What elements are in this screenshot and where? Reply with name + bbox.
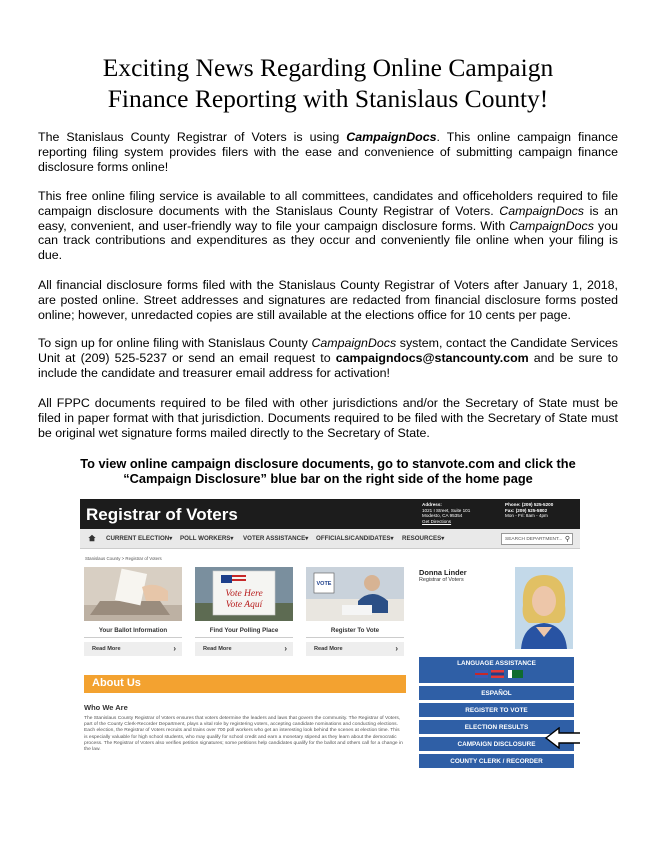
paragraph-intro <box>38 130 618 174</box>
register-image[interactable] <box>306 567 404 621</box>
paragraph-fppc: All FPPC documents required to be filed with other jurisdictions and/or the Secretary of State must be filed in paper format with that jurisdiction. Documents required to be filed with the Secretary of State must be original wet signature forms mailed directly to the Secretary of State. <box>38 396 618 440</box>
card-register-to-vote[interactable]: Register To Vote <box>306 624 404 638</box>
read-more-label: Read More <box>92 646 121 652</box>
campaigndocs-email-link[interactable]: campaigndocs@stancounty.com <box>335 350 529 365</box>
search-input[interactable] <box>501 533 573 545</box>
site-header <box>80 499 580 529</box>
portrait-photo <box>515 567 573 649</box>
address-line-2: Modesto, CA 95354 <box>422 513 463 519</box>
website-screenshot <box>80 499 580 785</box>
chevron-right-icon: › <box>395 644 398 653</box>
read-more-label: Read More <box>203 646 232 652</box>
cta-line-2: “Campaign Disclosure” blue bar on the right side of the home page <box>123 471 533 486</box>
nav-officials-candidates[interactable]: OFFICIALS/CANDIDATES▾ <box>316 535 394 542</box>
cta-instructions <box>38 456 618 486</box>
read-more-polling-place[interactable] <box>195 642 293 656</box>
polling-place-image[interactable] <box>195 567 293 621</box>
page-title <box>20 52 636 114</box>
campaign-disclosure-button[interactable]: CAMPAIGN DISCLOSURE <box>419 737 574 751</box>
language-assistance-label: LANGUAGE ASSISTANCE <box>457 660 536 667</box>
registrar-title: Registrar of Voters <box>419 577 464 583</box>
site-nav <box>80 529 580 549</box>
election-results-button[interactable]: ELECTION RESULTS <box>419 720 574 734</box>
county-clerk-recorder-button[interactable]: COUNTY CLERK / RECORDER <box>419 754 574 768</box>
address-block <box>422 502 470 524</box>
chevron-right-icon: › <box>173 644 176 653</box>
card-find-your-polling-place[interactable]: Find Your Polling Place <box>195 624 293 638</box>
get-directions-link[interactable]: Get Directions <box>422 518 452 524</box>
phone-text: Phone: (209) 525-5200 <box>505 502 554 507</box>
who-we-are-heading: Who We Are <box>84 703 128 712</box>
address-line-1: 1021 I Street, Suite 101 <box>422 507 471 513</box>
read-more-ballot[interactable] <box>84 642 182 656</box>
p2-brand-2: CampaignDocs <box>509 218 594 233</box>
nav-resources[interactable]: RESOURCES▾ <box>402 535 445 542</box>
hours-text: Mon - Fri: 8am - 4pm <box>505 513 548 519</box>
chevron-right-icon: › <box>284 644 287 653</box>
p1-text-a: The Stanislaus County Registrar of Voters is using <box>38 130 347 144</box>
sign-text-english: Vote Here <box>225 589 263 599</box>
p4-text-a: To sign up for online filing with Stanislaus County <box>38 336 312 350</box>
about-us-banner: About Us <box>84 675 406 693</box>
p4-text-c: system, contact the Candidate Services Unit at (209) 525-5237 or send an email request to <box>38 336 618 365</box>
ballot-image[interactable] <box>84 567 182 621</box>
voter-registration-picture <box>306 567 404 621</box>
espanol-button[interactable]: ESPAÑOL <box>419 686 574 700</box>
p2-text-c: is an easy, convenient, and user-friendly way to file your campaign disclosure forms. With <box>38 203 618 233</box>
read-more-label: Read More <box>314 646 343 652</box>
p2-text-a: This free online filing service is available to all committees, candidates and officeholders required to file campaign disclosure documents with the Stanislaus County Registrar of Voters. <box>38 189 618 218</box>
vote-here-sign-picture <box>195 567 293 621</box>
sign-text-spanish: Vote Aquí <box>225 600 263 610</box>
nav-current-election[interactable]: CURRENT ELECTION▾ <box>106 535 173 542</box>
contact-block <box>505 502 553 519</box>
language-flags-icon <box>475 670 523 678</box>
site-header-title: Registrar of Voters <box>86 505 238 524</box>
registrar-name: Donna Linder <box>419 568 467 577</box>
search-placeholder: SEARCH DEPARTMENT... <box>505 537 563 542</box>
paragraph-service <box>38 189 618 263</box>
vote-box-text: VOTE <box>316 581 332 587</box>
search-icon[interactable]: ⚲ <box>564 536 570 543</box>
p2-brand-1: CampaignDocs <box>499 203 584 218</box>
read-more-register[interactable] <box>306 642 404 656</box>
paragraph-sign-up <box>38 336 618 380</box>
arrow-left-icon <box>545 727 580 749</box>
ballot-box-picture <box>84 567 182 621</box>
p2-text-e: you can track contributions and expenditures as they occur and conveniently file online when your filing is due. <box>38 218 619 263</box>
p1-text-c: . This online campaign finance reporting filing system provides filers with the ease and convenience of submitting campaign finance disclosure forms online! <box>38 130 618 174</box>
fax-text: Fax: (209) 525-5802 <box>505 507 548 513</box>
title-line-1: Exciting News Regarding Online Campaign <box>102 53 554 82</box>
registrar-portrait <box>515 567 573 649</box>
breadcrumb[interactable]: Stanislaus County > Registrar of Voters <box>85 556 162 561</box>
address-label: Address: <box>422 502 442 507</box>
nav-voter-assistance[interactable]: VOTER ASSISTANCE▾ <box>243 535 309 542</box>
p4-brand: CampaignDocs <box>311 336 397 350</box>
p1-brand: CampaignDocs <box>346 130 437 144</box>
home-icon[interactable] <box>88 534 96 542</box>
paragraph-posted-online: All financial disclosure forms filed with the Stanislaus County Registrar of Voters after January 1, 2018, are posted online. Street addresses and signatures are redacted from financial disclosure forms posted online; however, unredacted copies are still available at the elections office for 10 cents per page. <box>38 278 618 322</box>
title-line-2: Finance Reporting with Stanislaus County! <box>107 84 549 113</box>
card-your-ballot-information[interactable]: Your Ballot Information <box>84 624 182 638</box>
p4-text-e: and be sure to include the candidate and treasurer email address for activation! <box>38 350 618 380</box>
cta-line-1: To view online campaign disclosure documents, go to stanvote.com and click the <box>80 456 576 471</box>
register-to-vote-button[interactable]: REGISTER TO VOTE <box>419 703 574 717</box>
nav-poll-workers[interactable]: POLL WORKERS▾ <box>180 535 234 542</box>
who-we-are-text: The Stanislaus County Registrar of Voters ensures that voters determine the leaders and laws that govern the community. The Registrar of Voters, part of the County Clerk-Recorder Department, plays a vital role by registering voters, accepting candidate nominations and conducting elections. Each election, the Registrar of Voters recruits and trains over 700 poll workers who get an interesting look behind the scenes at election time. This is especially valuable for high school students, who may qualify for school credit and earn a monetary stipend as they learn about the democratic process. The Registrar of Voters also verifies petition signatures; some petitions help candidates qualify for the ballot and others call for a change in the law. <box>84 716 403 753</box>
